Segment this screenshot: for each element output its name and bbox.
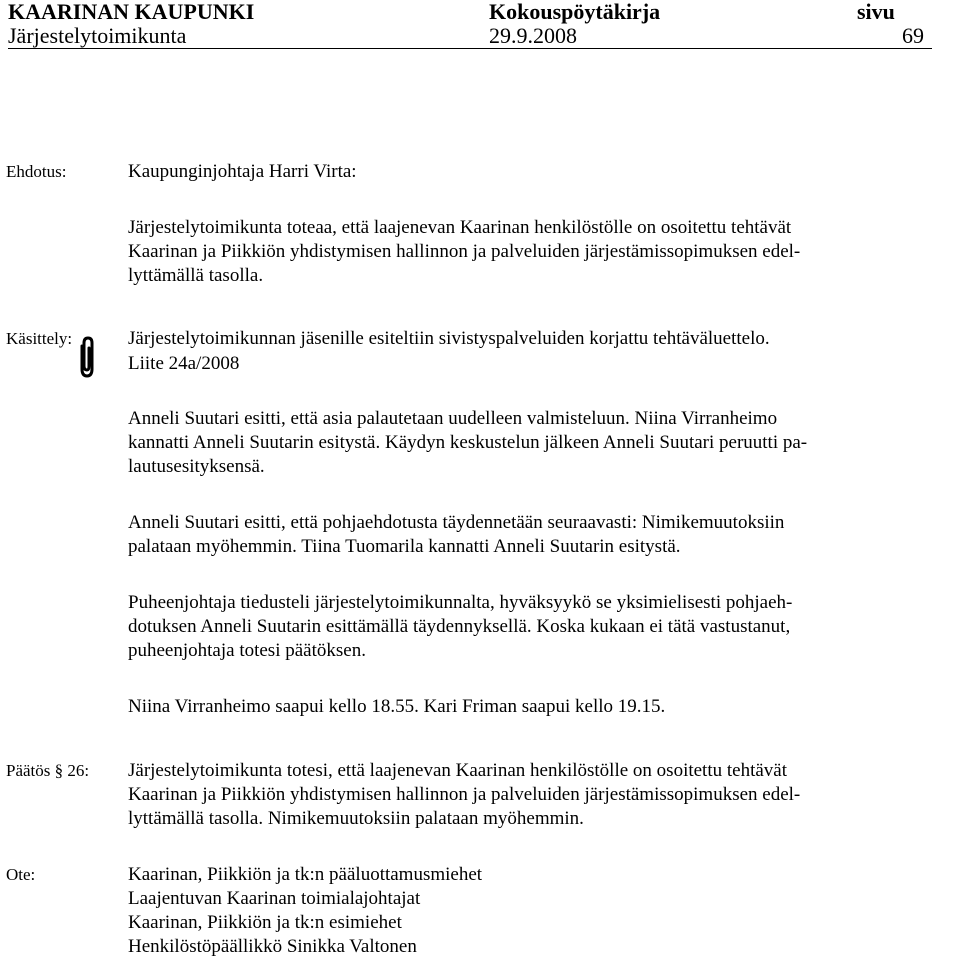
section-label-ehdotus: Ehdotus: <box>6 162 67 181</box>
handling-line: Anneli Suutari esitti, että pohjaehdotusta täydennetään seuraavasti: Nimikemuutoksiin <box>128 512 785 533</box>
header-page-label: sivu <box>857 0 895 24</box>
handling-line: dotuksen Anneli Suutarin esittämällä täydennyksellä. Koska kukaan ei tätä vastustanut, <box>128 616 791 637</box>
header-body: Järjestelytoimikunta <box>8 23 187 48</box>
paatos-word: Päätös <box>6 761 51 780</box>
handling-line: palataan myöhemmin. Tiina Tuomarila kannatti Anneli Suutarin esitystä. <box>128 536 681 557</box>
recipient-line: Kaarinan, Piikkiön ja tk:n esimiehet <box>128 912 402 933</box>
decision-line: Järjestelytoimikunta totesi, että laajenevan Kaarinan henkilöstölle on osoitettu tehtävät <box>128 760 787 781</box>
header-org: KAARINAN KAUPUNKI <box>8 0 255 24</box>
recipient-line: Henkilöstöpäällikkö Sinikka Valtonen <box>128 936 417 957</box>
handling-line: kannatti Anneli Suutarin esitystä. Käydyn keskustelun jälkeen Anneli Suutari peruutti pa- <box>128 432 808 453</box>
paperclip-icon[interactable] <box>76 336 98 378</box>
handling-line: Järjestelytoimikunnan jäsenille esiteltiin sivistyspalveluiden korjattu tehtäväluettelo. <box>128 328 770 349</box>
header-page-number: 69 <box>902 23 924 48</box>
section-label-kasittely: Käsittely: <box>6 329 73 348</box>
decision-line: lyttämällä tasolla. Nimikemuutoksiin palataan myöhemmin. <box>128 808 584 829</box>
section-label-ote: Ote: <box>6 865 36 884</box>
proposal-line: Kaarinan ja Piikkiön yhdistymisen hallinnon ja palveluiden järjestämissopimuksen edel- <box>128 241 801 262</box>
handling-line: Anneli Suutari esitti, että asia palautetaan uudelleen valmisteluun. Niina Virranheimo <box>128 408 778 429</box>
proposal-line: Kaupunginjohtaja Harri Virta: <box>128 161 357 182</box>
handling-line: puheenjohtaja totesi päätöksen. <box>128 640 366 661</box>
recipient-line: Kaarinan, Piikkiön ja tk:n pääluottamusmiehet <box>128 864 483 885</box>
handling-line: lautusesityksensä. <box>128 456 265 477</box>
header-date: 29.9.2008 <box>489 23 577 48</box>
paatos-number: 26: <box>67 761 90 780</box>
section-label-paatos <box>6 759 89 783</box>
recipient-line: Laajentuvan Kaarinan toimialajohtajat <box>128 888 421 909</box>
section-sign: § <box>54 761 64 780</box>
handling-line: Puheenjohtaja tiedusteli järjestelytoimikunnalta, hyväksyykö se yksimielisesti pohjaeh- <box>128 592 793 613</box>
header-divider <box>8 48 932 49</box>
header-doc-type: Kokouspöytäkirja <box>489 0 661 24</box>
handling-line: Niina Virranheimo saapui kello 18.55. Kari Friman saapui kello 19.15. <box>128 696 666 717</box>
proposal-line: Järjestelytoimikunta toteaa, että laajenevan Kaarinan henkilöstölle on osoitettu tehtävät <box>128 217 792 238</box>
proposal-line: lyttämällä tasolla. <box>128 265 264 286</box>
attachment-reference: Liite 24a/2008 <box>128 353 240 374</box>
decision-line: Kaarinan ja Piikkiön yhdistymisen hallinnon ja palveluiden järjestämissopimuksen edel- <box>128 784 801 805</box>
